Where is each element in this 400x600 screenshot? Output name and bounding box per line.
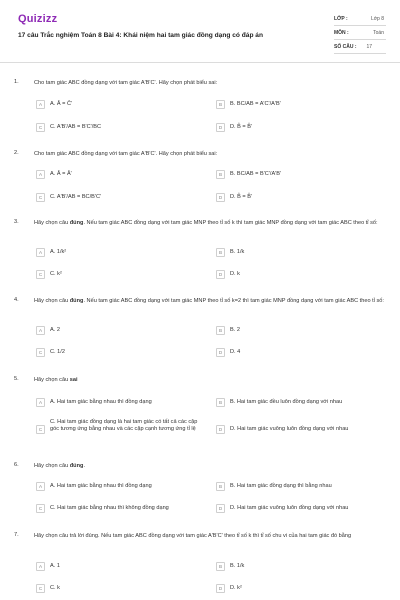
question-number: 2.: [14, 150, 19, 156]
meta-row-grade: [334, 12, 386, 26]
option-c[interactable]: [36, 584, 60, 593]
option-text: B. Hai tam giác đồng dạng thì bằng nhau: [230, 483, 332, 489]
question-number: 6.: [14, 462, 19, 468]
option-letter-box: C: [36, 193, 45, 202]
question-text-part: . Nếu tam giác ABC đồng dạng với tam giác MNP theo tỉ số k thì tam giác MNP đồng dạng với tam giác ABC theo tỉ số:: [83, 220, 378, 226]
question-number: 4.: [14, 297, 19, 303]
option-text: B. BC/AB = B'C'/A'B': [230, 171, 282, 177]
option-text: A. Hai tam giác bằng nhau thì đồng dạng: [50, 483, 152, 489]
option-letter-box: B: [216, 482, 225, 491]
option-text: C. Hai tam giác bằng nhau thì không đồng dạng: [50, 505, 169, 511]
option-letter-box: A: [36, 482, 45, 491]
meta-row-subject: [334, 26, 386, 40]
option-d[interactable]: [216, 504, 348, 513]
question-text: [34, 297, 386, 305]
option-text: D. k: [230, 271, 240, 277]
option-letter-box: A: [36, 100, 45, 109]
option-a[interactable]: [36, 398, 152, 407]
option-a[interactable]: [36, 562, 60, 571]
option-c[interactable]: [36, 418, 198, 434]
meta-label: LỚP :: [334, 16, 348, 22]
question-emphasis: đúng: [69, 220, 84, 226]
option-c[interactable]: [36, 348, 65, 357]
option-b[interactable]: [216, 326, 240, 335]
worksheet-header: [0, 0, 400, 62]
option-b[interactable]: [216, 482, 332, 491]
option-b[interactable]: [216, 100, 281, 109]
option-letter-box: A: [36, 326, 45, 335]
question-number: 7.: [14, 532, 19, 538]
header-divider: [0, 62, 400, 63]
option-letter-box: D: [216, 425, 225, 434]
option-text: A. 1: [50, 563, 60, 569]
question-number: 1.: [14, 79, 19, 85]
question-text-part: Hãy chọn câu: [34, 220, 70, 226]
option-letter-box: C: [36, 584, 45, 593]
option-letter-box: A: [36, 248, 45, 257]
option-text: B. 2: [230, 327, 240, 333]
meta-row-count: [334, 40, 386, 54]
question-text: Cho tam giác ABC đồng dạng với tam giác A'B'C'. Hãy chọn phát biểu sai:: [34, 151, 218, 157]
option-text: D. B̂ = B̂': [230, 194, 253, 200]
meta-label: SỐ CÂU :: [334, 44, 357, 50]
option-letter-box: D: [216, 504, 225, 513]
option-text: C. k: [50, 585, 60, 591]
question-text: Hãy chọn câu trả lời đúng. Nếu tam giác ABC đồng dạng với tam giác A'B'C' theo tỉ số k thì tỉ số chu vi của hai tam giác đó bằng: [34, 533, 352, 539]
question-text: [34, 219, 386, 227]
option-a[interactable]: [36, 170, 72, 179]
option-d[interactable]: [216, 348, 240, 357]
option-letter-box: B: [216, 100, 225, 109]
option-letter-box: D: [216, 193, 225, 202]
option-letter-box: C: [36, 270, 45, 279]
option-letter-box: D: [216, 348, 225, 357]
option-text: C. 1/2: [50, 349, 65, 355]
option-letter-box: C: [36, 123, 45, 132]
option-a[interactable]: [36, 482, 152, 491]
question-text-part: . Nếu tam giác ABC đồng dạng với tam giác MNP theo tỉ số k=2 thì tam giác MNP đồng dạng với tam giác ABC theo tỉ số:: [83, 298, 384, 304]
option-d[interactable]: [216, 425, 348, 434]
option-letter-box: A: [36, 562, 45, 571]
meta-value: Toán: [373, 30, 384, 36]
option-text: B. 1/k: [230, 249, 245, 255]
question-text-part: Hãy chọn câu: [34, 298, 70, 304]
option-text: A. 1/k²: [50, 249, 67, 255]
option-d[interactable]: [216, 193, 252, 202]
meta-label: MÔN :: [334, 30, 349, 36]
option-text: D. Hai tam giác vuông luôn đồng dạng với nhau: [230, 426, 349, 432]
question-text: Cho tam giác ABC đồng dạng với tam giác A'B'C'. Hãy chọn phát biểu sai:: [34, 80, 218, 86]
option-letter-box: B: [216, 326, 225, 335]
option-text: D. Hai tam giác vuông luôn đồng dạng với nhau: [230, 505, 349, 511]
meta-table: [334, 12, 386, 54]
option-text: A. Hai tam giác bằng nhau thì đồng dạng: [50, 399, 152, 405]
quizizz-logo[interactable]: Quizizz: [18, 13, 58, 25]
option-d[interactable]: [216, 584, 242, 593]
question-number: 5.: [14, 376, 19, 382]
question-text: [34, 462, 386, 470]
question-emphasis: đúng: [69, 298, 84, 304]
option-b[interactable]: [216, 398, 342, 407]
option-letter-box: B: [216, 398, 225, 407]
meta-value: Lớp 8: [370, 16, 384, 22]
option-c[interactable]: [36, 123, 101, 132]
worksheet-title: 17 câu Trắc nghiệm Toán 8 Bài 4: Khái niệm hai tam giác đồng dạng có đáp án: [18, 32, 263, 39]
option-letter-box: D: [216, 270, 225, 279]
question-emphasis: đúng: [69, 463, 84, 469]
option-text: C. A'B'/AB = B'C'/BC: [50, 124, 102, 130]
option-d[interactable]: [216, 270, 240, 279]
option-text: C. Hai tam giác đồng dạng là hai tam giác có tất cả các cặp góc tương ứng bằng nhau và các cặp cạnh tương ứng tỉ lệ: [50, 419, 198, 432]
option-text: B. BC/AB = A'C'/A'B': [230, 101, 281, 107]
option-a[interactable]: [36, 100, 72, 109]
question-text: [34, 376, 386, 384]
option-text: B. Hai tam giác đều luôn đồng dạng với nhau: [230, 399, 343, 405]
option-c[interactable]: [36, 193, 101, 202]
question-text-part: Hãy chọn câu: [34, 377, 70, 383]
option-letter-box: A: [36, 170, 45, 179]
option-b[interactable]: [216, 170, 281, 179]
option-c[interactable]: [36, 270, 62, 279]
option-letter-box: C: [36, 425, 45, 434]
option-text: A. 2: [50, 327, 60, 333]
option-letter-box: B: [216, 170, 225, 179]
meta-value: 17: [366, 44, 372, 50]
option-letter-box: B: [216, 562, 225, 571]
question-number: 3.: [14, 219, 19, 225]
option-text: A. Â = Ĉ': [50, 101, 73, 107]
option-text: A. Â = Â': [50, 171, 72, 177]
option-text: D. B̂ = B̂': [230, 124, 253, 130]
option-text: D. 4: [230, 349, 241, 355]
option-letter-box: C: [36, 504, 45, 513]
option-a[interactable]: [36, 248, 66, 257]
option-a[interactable]: [36, 326, 60, 335]
option-b[interactable]: [216, 248, 244, 257]
question-text-part: Hãy chọn câu: [34, 463, 70, 469]
option-letter-box: D: [216, 584, 225, 593]
question-emphasis: sai: [69, 377, 78, 383]
option-text: B. 1/k: [230, 563, 245, 569]
option-text: D. k²: [230, 585, 242, 591]
option-letter-box: A: [36, 398, 45, 407]
option-b[interactable]: [216, 562, 244, 571]
option-letter-box: C: [36, 348, 45, 357]
option-letter-box: D: [216, 123, 225, 132]
option-text: C. A'B'/AB = BC/B'C': [50, 194, 102, 200]
option-text: C. k²: [50, 271, 62, 277]
option-d[interactable]: [216, 123, 252, 132]
option-letter-box: B: [216, 248, 225, 257]
option-c[interactable]: [36, 504, 169, 513]
question-text-part: .: [83, 463, 85, 469]
